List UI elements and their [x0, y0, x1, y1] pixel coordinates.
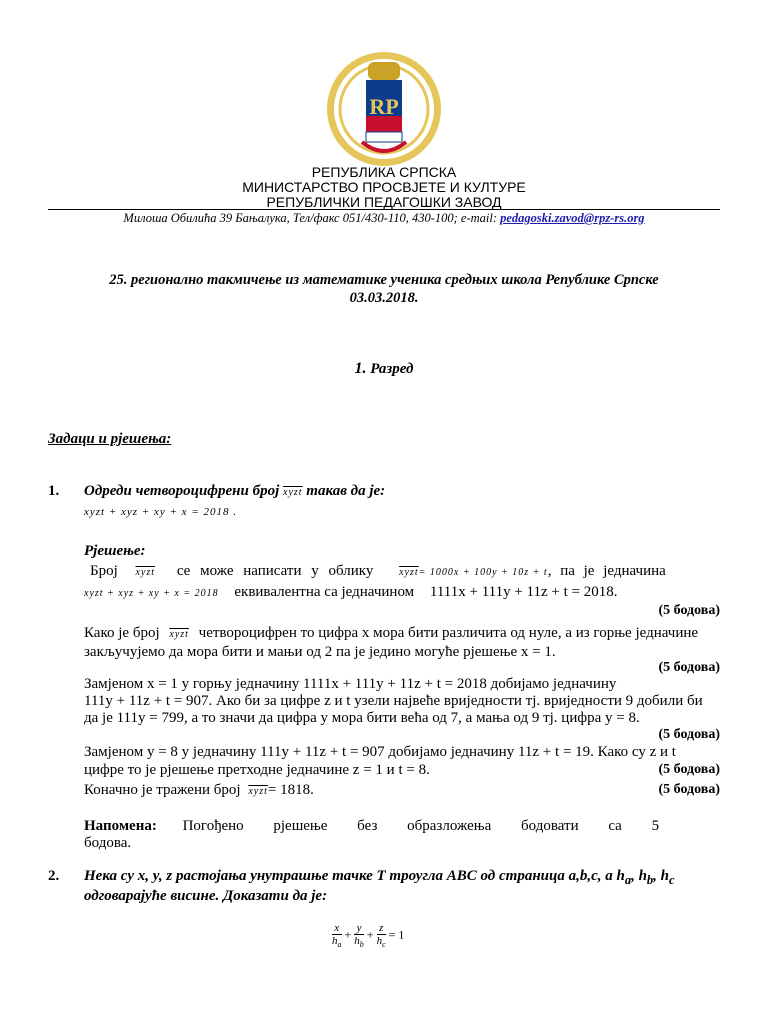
formula-end: = 1 [388, 927, 405, 942]
problem1-equation: xyzt + xyz + xy + x = 2018 . [84, 506, 237, 518]
s1-var: xyzt [135, 567, 156, 578]
f1-num: x [332, 922, 342, 935]
rpz-logo [322, 50, 446, 168]
grade-label: Разред [370, 361, 414, 377]
p2-var: xyzt [169, 629, 189, 640]
p4a: Замјеном y = 8 у једначину 111y + 11z + t = 907 добијамо једначину 11z + t = 19. Како су z и t [84, 744, 676, 760]
s2c: 1111x + 111y + 11z + t = 2018. [429, 584, 618, 600]
solution-label: Рјешење: [84, 543, 146, 559]
p2c: закључујемо да мора бити и мањи од 2 па је једино могуће рјешење x = 1. [84, 644, 556, 660]
problem2-formula: $\frac{x}{h_a}$ + $\frac{y}{h_b}$ + $\frac{z}{h_c}$ = 1 [332, 922, 405, 950]
email-link[interactable]: pedagoski.zavod@rpz-rs.org [500, 211, 645, 225]
f1-sub: a [337, 940, 342, 950]
problem1-var: xyzt [283, 487, 303, 498]
p2-line1c: , h [653, 868, 670, 884]
f2-num: y [354, 922, 364, 935]
problem1-number: 1. [48, 483, 60, 499]
f3-den: h [376, 935, 383, 947]
p2b: четвороцифрен то цифра x мора бити различита од нуле, а из горње једначине [198, 625, 699, 641]
points-5: (5 бодова) [658, 782, 720, 797]
title-line1: 25. регионално такмичење из математике ученика средњих школа Републике Српске [109, 272, 659, 288]
section-heading: Задаци и рјешења: [48, 431, 172, 447]
note-label: Напомена: [84, 818, 157, 834]
p2-line1: Нека су x, y, z растојања унутрашње тачке T троугла ABC од страница a,b,c, а h [84, 868, 625, 884]
problem1-text: Одреди четвороцифрени број [84, 483, 280, 499]
s1d: , па је једначина [547, 563, 666, 579]
s1: Број [90, 563, 118, 579]
p2-line1b: , h [631, 868, 647, 884]
f3-num: z [377, 922, 386, 935]
p2-sub-b: b [646, 873, 654, 887]
points-4: (5 бодова) [658, 762, 720, 777]
problem2-number: 2. [48, 868, 60, 884]
header-line3: РЕПУБЛИЧКИ ПЕДАГОШКИ ЗАВОД [266, 194, 502, 210]
p3c: да је 111y = 799, а то значи да цифра y мора бити већа од 7, а мања од 9 тј. цифра y = 8. [84, 710, 640, 726]
p2-sub-a: a [624, 873, 632, 887]
s2b: еквивалентна са једначином [234, 584, 415, 600]
s1b: се може написати у облику [176, 563, 374, 579]
p5-var: xyzt [248, 786, 268, 797]
p2a: Како је број [84, 625, 160, 641]
svg-text:RP: RP [369, 94, 399, 119]
f2-den: h [354, 935, 360, 947]
points-3: (5 бодова) [658, 727, 720, 742]
p2-line2: одговарајуће висине. Доказати да је: [84, 888, 328, 904]
p4b: цифре то је рјешење претходне једначине z = 1 и t = 8. [84, 762, 430, 778]
problem1-text2: такав да је: [306, 483, 386, 499]
points-2: (5 бодова) [658, 660, 720, 675]
note-text: Погођено рјешење без образложења бодовати са 5 бодова. [84, 818, 660, 851]
header-line1: РЕПУБЛИКА СРПСКА [311, 164, 457, 180]
points-1: (5 бодова) [658, 603, 720, 618]
header-divider [48, 209, 720, 210]
grade-number: 1. [354, 360, 367, 377]
s1-var2: xyzt [399, 567, 419, 578]
p3b: 111y + 11z + t = 907. Ако би за цифре z и t узели највеће вриједности тј. вриједности 9 добили би [84, 693, 703, 709]
s2eq: xyzt + xyz + xy + x = 2018 [84, 588, 219, 599]
p5b: = 1818. [267, 782, 314, 798]
p5a: Коначно је тражени број [84, 782, 241, 798]
s1c: = 1000x + 100y + 10z + t [418, 567, 548, 578]
title-date: 03.03.2018. [349, 290, 419, 306]
address: Милоша Обилића 39 Бањалука, Тел/факс 051/430-110, 430-100; e-mail: [123, 211, 501, 225]
header-line2: МИНИСТАРСТВО ПРОСВЈЕТЕ И КУЛТУРЕ [242, 179, 526, 195]
f2-sub: b [359, 940, 364, 950]
f3-sub: c [382, 940, 386, 950]
f1-den: h [332, 935, 338, 947]
p2-sub-c: c [669, 873, 675, 887]
p3a: Замјеном x = 1 у горњу једначину 1111x + 111y + 11z + t = 2018 добијамо једначину [84, 676, 617, 692]
